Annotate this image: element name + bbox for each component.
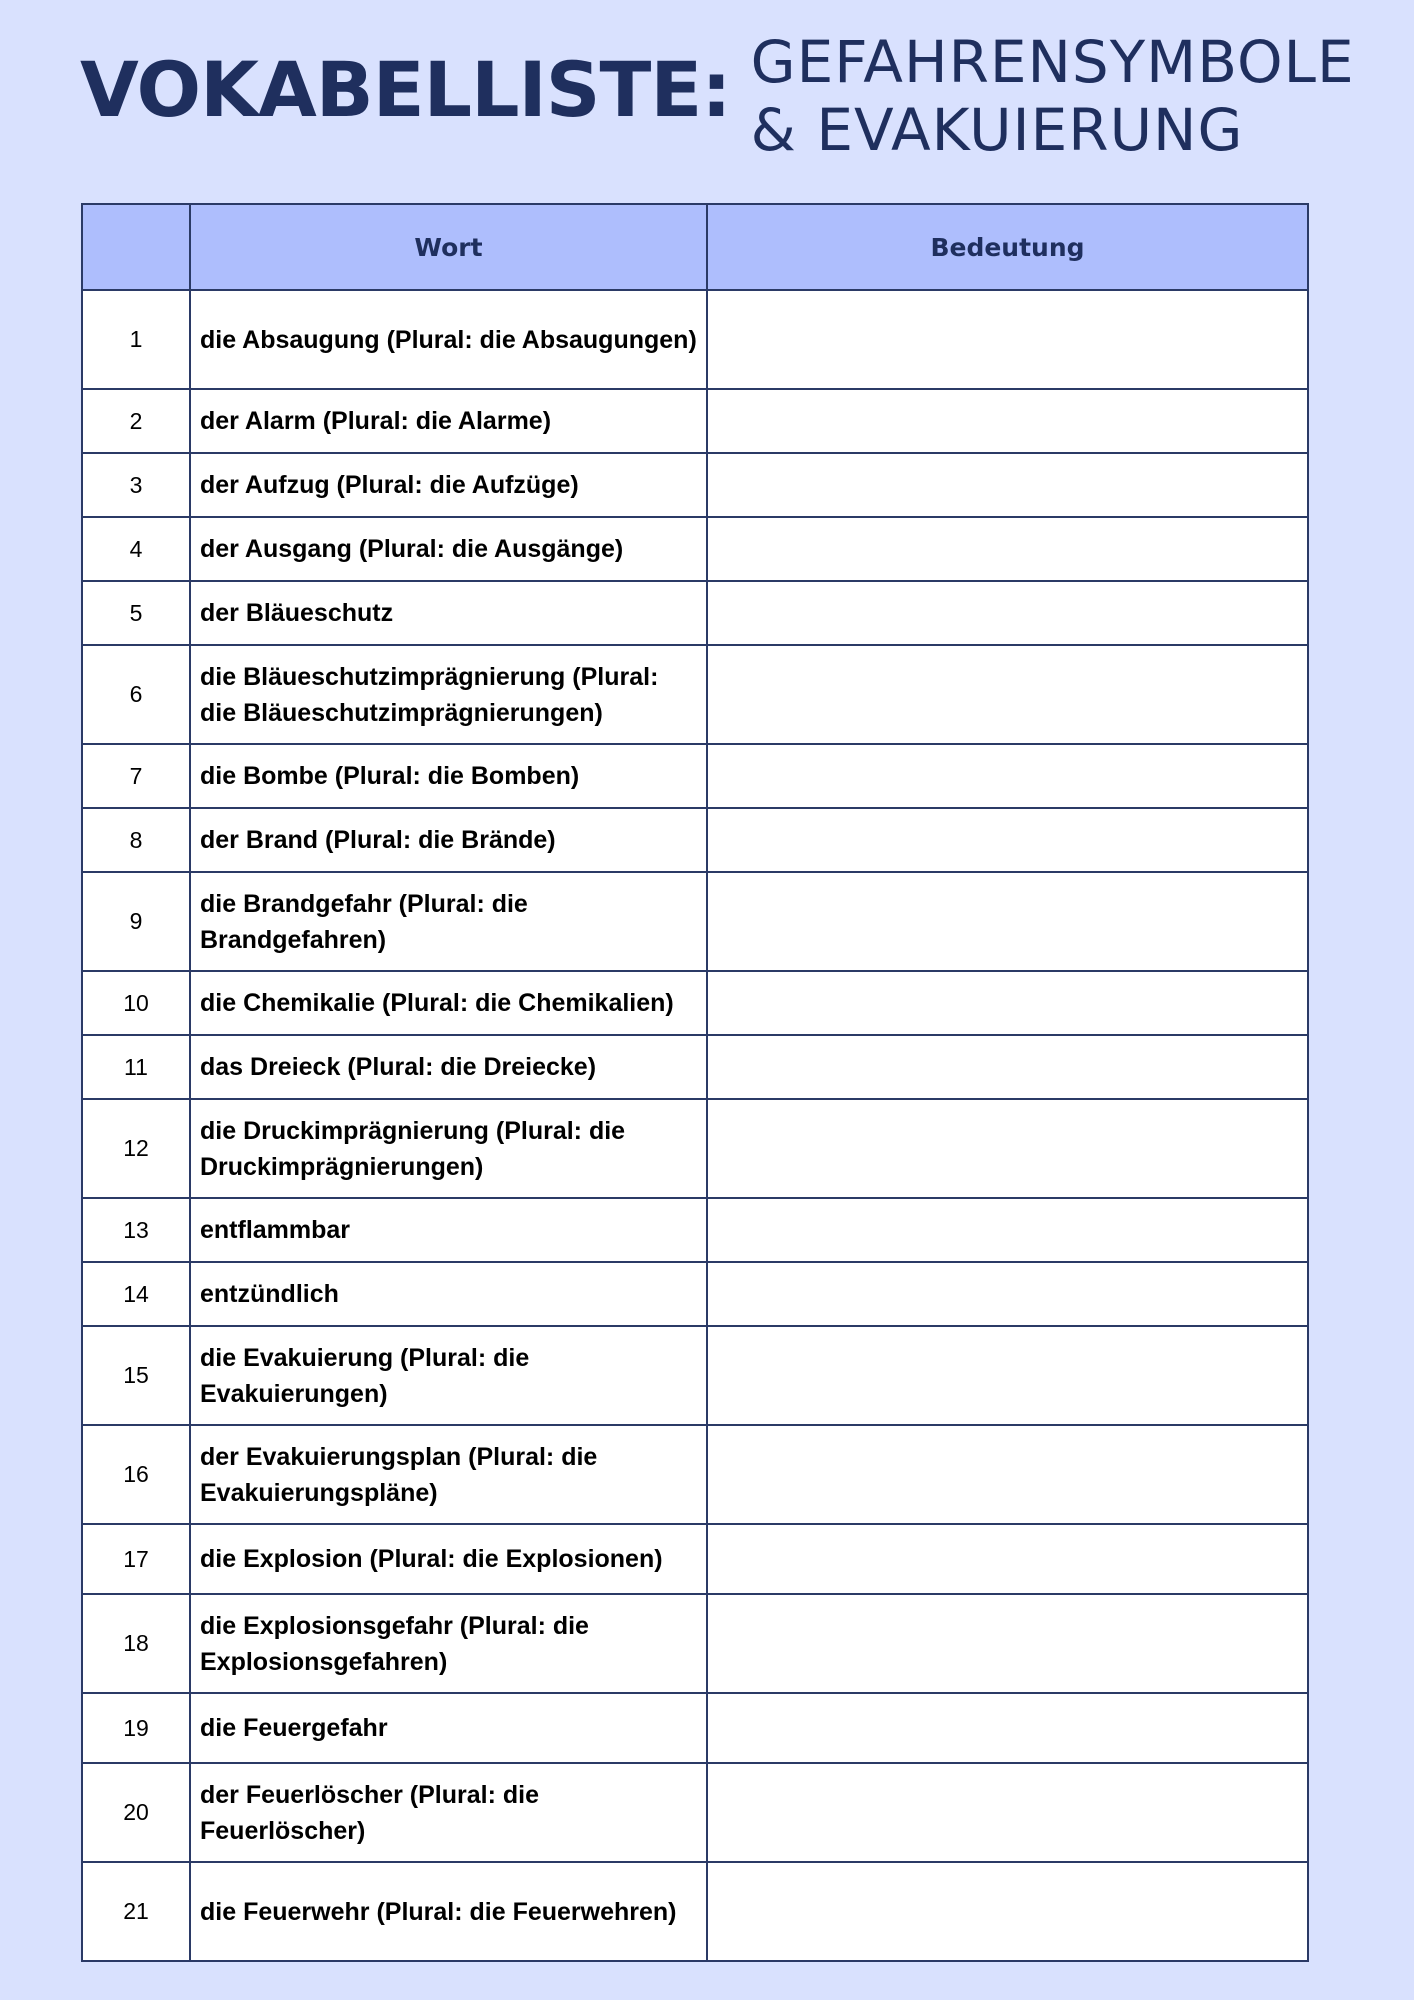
table-row: [82, 744, 1308, 808]
table-row: [82, 1035, 1308, 1099]
row-number: 16: [82, 1425, 190, 1524]
row-number: 5: [82, 581, 190, 645]
row-meaning-cell[interactable]: [707, 1262, 1308, 1326]
table-row: [82, 1594, 1308, 1693]
row-number: 8: [82, 808, 190, 872]
row-meaning-cell[interactable]: [707, 1524, 1308, 1594]
row-word: die Brandgefahr (Plural: die Brandgefahren): [190, 872, 707, 971]
row-meaning-cell[interactable]: [707, 1198, 1308, 1262]
row-meaning-cell[interactable]: [707, 744, 1308, 808]
row-meaning-cell[interactable]: [707, 1425, 1308, 1524]
row-meaning-cell[interactable]: [707, 1693, 1308, 1763]
row-number: 6: [82, 645, 190, 744]
row-number: 9: [82, 872, 190, 971]
header-meaning: Bedeutung: [707, 204, 1308, 290]
header-word: Wort: [190, 204, 707, 290]
row-word: der Feuerlöscher (Plural: die Feuerlöscher): [190, 1763, 707, 1862]
row-meaning-cell[interactable]: [707, 1763, 1308, 1862]
row-word: die Bläueschutzimprägnierung (Plural: die Bläueschutzimprägnierungen): [190, 645, 707, 744]
row-word: die Explosionsgefahr (Plural: die Explosionsgefahren): [190, 1594, 707, 1693]
row-word: die Druckimprägnierung (Plural: die Druckimprägnierungen): [190, 1099, 707, 1198]
row-word: die Feuergefahr: [190, 1693, 707, 1763]
table-row: [82, 1099, 1308, 1198]
table-row: [82, 581, 1308, 645]
row-meaning-cell[interactable]: [707, 1035, 1308, 1099]
row-number: 10: [82, 971, 190, 1035]
row-word: der Evakuierungsplan (Plural: die Evakuierungspläne): [190, 1425, 707, 1524]
row-word: die Absaugung (Plural: die Absaugungen): [190, 290, 707, 389]
row-meaning-cell[interactable]: [707, 389, 1308, 453]
row-word: die Feuerwehr (Plural: die Feuerwehren): [190, 1862, 707, 1961]
row-number: 7: [82, 744, 190, 808]
row-word: der Bläueschutz: [190, 581, 707, 645]
row-meaning-cell[interactable]: [707, 808, 1308, 872]
row-number: 1: [82, 290, 190, 389]
vocabulary-table: [81, 203, 1309, 1962]
row-meaning-cell[interactable]: [707, 1594, 1308, 1693]
header-number: [82, 204, 190, 290]
row-word: die Evakuierung (Plural: die Evakuierungen): [190, 1326, 707, 1425]
table-row: [82, 389, 1308, 453]
table-row: [82, 971, 1308, 1035]
row-number: 13: [82, 1198, 190, 1262]
title-subtitle-line-2: & EVAKUIERUNG: [750, 96, 1244, 164]
table-row: [82, 290, 1308, 389]
row-meaning-cell[interactable]: [707, 645, 1308, 744]
table-header-row: [82, 204, 1308, 290]
row-number: 18: [82, 1594, 190, 1693]
row-meaning-cell[interactable]: [707, 290, 1308, 389]
row-meaning-cell[interactable]: [707, 971, 1308, 1035]
table-row: [82, 872, 1308, 971]
row-meaning-cell[interactable]: [707, 1099, 1308, 1198]
table-row: [82, 1763, 1308, 1862]
row-number: 11: [82, 1035, 190, 1099]
row-number: 14: [82, 1262, 190, 1326]
row-word: der Alarm (Plural: die Alarme): [190, 389, 707, 453]
row-word: das Dreieck (Plural: die Dreiecke): [190, 1035, 707, 1099]
table-row: [82, 1693, 1308, 1763]
row-word: entzündlich: [190, 1262, 707, 1326]
row-meaning-cell[interactable]: [707, 872, 1308, 971]
table-row: [82, 1524, 1308, 1594]
row-meaning-cell[interactable]: [707, 581, 1308, 645]
table-row: [82, 645, 1308, 744]
row-number: 21: [82, 1862, 190, 1961]
table-row: [82, 517, 1308, 581]
row-word: entflammbar: [190, 1198, 707, 1262]
row-meaning-cell[interactable]: [707, 517, 1308, 581]
table-row: [82, 1326, 1308, 1425]
row-word: der Aufzug (Plural: die Aufzüge): [190, 453, 707, 517]
title-bold: VOKABELLISTE:: [80, 45, 731, 134]
row-meaning-cell[interactable]: [707, 1862, 1308, 1961]
table-row: [82, 808, 1308, 872]
table-row: [82, 1425, 1308, 1524]
row-number: 17: [82, 1524, 190, 1594]
row-meaning-cell[interactable]: [707, 453, 1308, 517]
row-number: 15: [82, 1326, 190, 1425]
row-word: der Ausgang (Plural: die Ausgänge): [190, 517, 707, 581]
row-word: der Brand (Plural: die Brände): [190, 808, 707, 872]
row-word: die Explosion (Plural: die Explosionen): [190, 1524, 707, 1594]
table-row: [82, 453, 1308, 517]
title-subtitle-line-1: GEFAHRENSYMBOLE: [750, 28, 1355, 96]
page-title: [80, 28, 1355, 164]
table-row: [82, 1198, 1308, 1262]
row-number: 3: [82, 453, 190, 517]
row-number: 2: [82, 389, 190, 453]
row-number: 4: [82, 517, 190, 581]
row-word: die Chemikalie (Plural: die Chemikalien): [190, 971, 707, 1035]
row-word: die Bombe (Plural: die Bomben): [190, 744, 707, 808]
row-number: 19: [82, 1693, 190, 1763]
table-row: [82, 1862, 1308, 1961]
row-meaning-cell[interactable]: [707, 1326, 1308, 1425]
row-number: 20: [82, 1763, 190, 1862]
table-row: [82, 1262, 1308, 1326]
title-subtitle: [751, 28, 1355, 164]
row-number: 12: [82, 1099, 190, 1198]
